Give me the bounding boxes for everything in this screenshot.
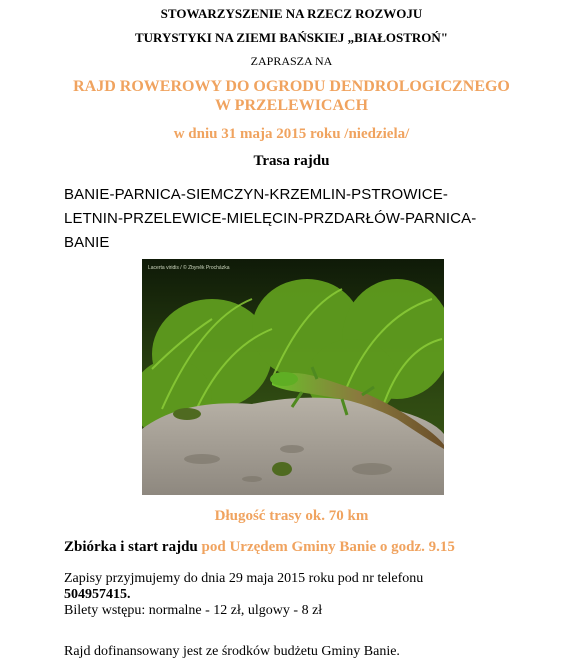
route-line: BANIE (64, 234, 110, 251)
event-title-line2: W PRZELEWICACH (214, 97, 369, 114)
funding-note: Rajd dofinansowany jest ze środków budżetu Gminy Banie. (64, 644, 400, 659)
route-heading: Trasa rajdu (253, 153, 330, 169)
route-description (64, 183, 534, 255)
lizard-photo (142, 259, 444, 495)
meeting-label: Zbiórka i start rajdu (64, 539, 198, 555)
organization-name-line1: STOWARZYSZENIE NA RZECZ ROZWOJU (160, 6, 423, 21)
event-date: w dniu 31 maja 2015 roku /niedziela/ (173, 126, 410, 142)
organization-name-line2: TURYSTYKI NA ZIEMI BAŃSKIEJ „BIAŁOSTROŃ" (134, 30, 449, 45)
signup-text: Zapisy przyjmujemy do dnia 29 maja 2015 roku pod nr telefonu (64, 571, 424, 586)
invites-text: ZAPRASZA NA (250, 54, 333, 68)
signup-info (64, 571, 564, 619)
photo-caption: Lacerta viridis / © Zbyněk Procházka (148, 265, 230, 271)
phone-number: 504957415. (64, 587, 131, 602)
route-length: Długość trasy ok. 70 km (214, 508, 369, 524)
route-line: LETNIN-PRZELEWICE-MIELĘCIN-PRZDARŁÓW-PARNICA- (64, 210, 477, 227)
meeting-info (64, 539, 455, 556)
meeting-place: pod Urzędem Gminy Banie o godz. 9.15 (201, 539, 455, 555)
route-line: BANIE-PARNICA-SIEMCZYN-KRZEMLIN-PSTROWICE- (64, 186, 448, 203)
event-title-line1: RAJD ROWEROWY DO OGRODU DENDROLOGICZNEGO (73, 78, 510, 95)
tickets-text: Bilety wstępu: normalne - 12 zł, ulgowy - 8 zł (64, 603, 323, 618)
